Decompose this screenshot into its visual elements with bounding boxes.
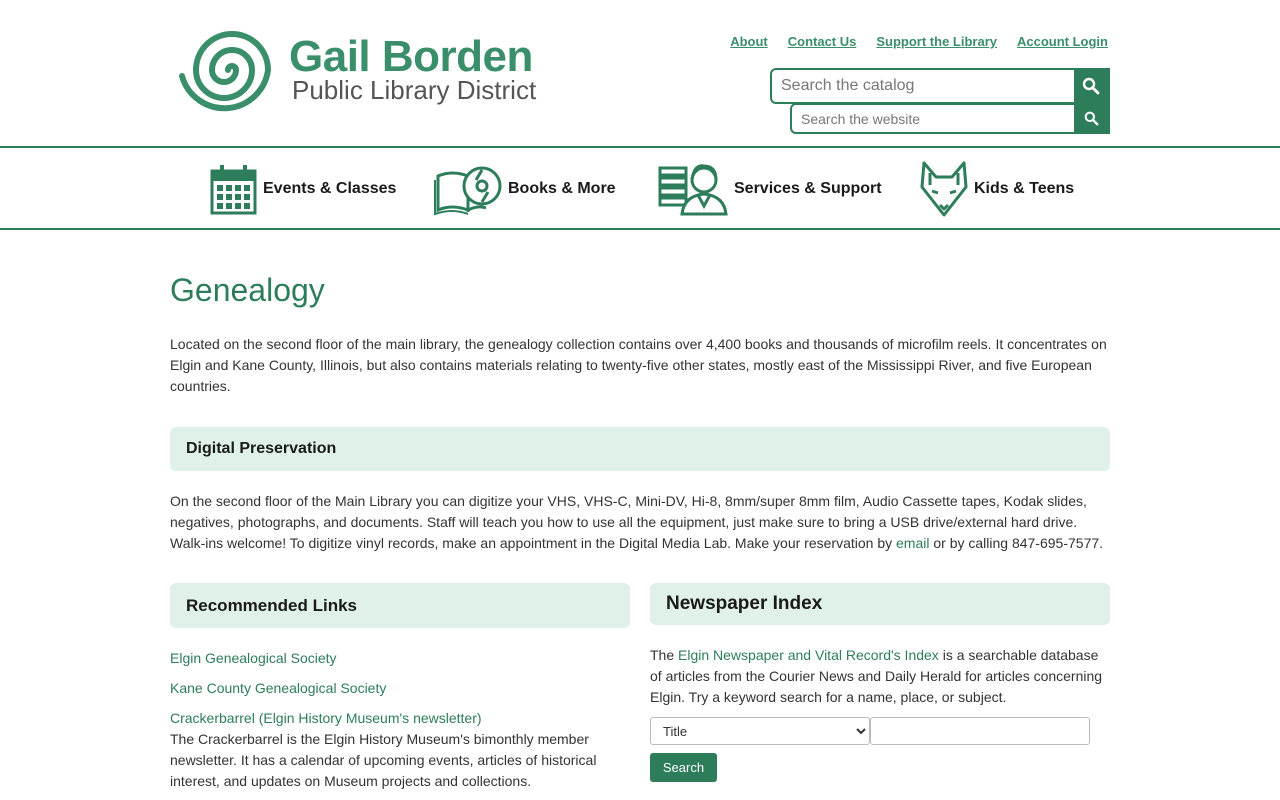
book-disc-icon (434, 162, 502, 216)
newspaper-search-input[interactable] (870, 717, 1090, 745)
digital-preservation-header (170, 427, 1110, 471)
newspaper-index-header (650, 583, 1110, 625)
ni-text: The (650, 647, 679, 663)
website-search-input[interactable] (792, 105, 1074, 132)
library-subtitle: Public Library District (292, 75, 537, 105)
catalog-search-button[interactable] (1074, 70, 1108, 102)
fox-icon (920, 161, 968, 217)
calendar-icon (210, 163, 257, 215)
dp-text: On the second floor of the Main Library you can digitize your VHS, VHS-C, Mini-DV, Hi-8, 8mm/super 8mm film, Audio Cassette tapes, Kodak slides, negatives, photographs, and documents. Staff will teach you how to use all the equipment, just make sure to bring a USB drive/external hard drive. Walk-ins welcome! To digitize vinyl records, make an appointment in the Digital Media Lab. Make your reservation by (170, 493, 1087, 551)
contact-us-link[interactable]: Contact Us (787, 34, 857, 49)
nav-label: Services & Support (734, 180, 882, 197)
nav-books-more[interactable] (434, 160, 616, 218)
librarian-icon (658, 162, 728, 216)
catalog-search-input[interactable] (772, 70, 1074, 102)
newspaper-search-button[interactable]: Search (650, 753, 717, 782)
dp-text-after: or by calling 847-695-7577. (929, 535, 1104, 551)
newspaper-index-heading: Newspaper Index (666, 593, 823, 614)
ni-text-after: is a searchable database of articles from the Courier News and Daily Herald for articles concerning Elgin. Try a keyword search for a name, place, or subject. (650, 647, 1103, 705)
nav-events-classes[interactable] (210, 160, 396, 218)
digital-preservation-paragraph (170, 491, 1110, 554)
spiral-logo-icon (176, 22, 280, 118)
crackerbarrel-description: The Crackerbarrel is the Elgin History Museum's bimonthly member newsletter. It has a calendar of upcoming events, articles of historical interest, and updates on Museum projects and collections. (170, 731, 597, 789)
newspaper-index-link[interactable]: Elgin Newspaper and Vital Record's Index (678, 647, 939, 663)
about-link[interactable]: About (730, 34, 768, 49)
site-header (0, 0, 1280, 146)
nav-label: Events & Classes (263, 180, 397, 197)
recommended-links-heading: Recommended Links (186, 596, 357, 615)
nav-label: Books & More (508, 180, 616, 197)
website-search-button[interactable] (1074, 105, 1108, 132)
account-login-link[interactable]: Account Login (1017, 34, 1108, 49)
page-title: Genealogy (170, 272, 325, 308)
library-name: Gail Borden (289, 32, 533, 81)
crackerbarrel-link[interactable]: Crackerbarrel (Elgin History Museum's newsletter) (170, 710, 482, 726)
nav-services-support[interactable] (658, 160, 882, 218)
search-icon (1082, 77, 1100, 95)
catalog-search (770, 68, 1110, 104)
digital-preservation-heading: Digital Preservation (186, 440, 337, 457)
elgin-genealogical-society-link[interactable]: Elgin Genealogical Society (170, 650, 337, 666)
search-icon (1084, 111, 1099, 126)
library-logo[interactable] (176, 22, 556, 118)
intro-paragraph: Located on the second floor of the main library, the genealogy collection contains over 4,400 books and thousands of microfilm reels. It concentrates on Elgin and Kane County, Illinois, but also contains materials relating to twenty-five other states, mostly east of the Mississippi River, and five European countries. (170, 336, 1107, 394)
nav-kids-teens[interactable] (920, 160, 1074, 218)
email-link[interactable]: email (896, 535, 930, 551)
nav-label: Kids & Teens (974, 180, 1075, 197)
website-search (790, 103, 1110, 134)
search-field-select[interactable] (650, 717, 870, 745)
recommended-links-header (170, 583, 630, 628)
support-library-link[interactable]: Support the Library (876, 34, 997, 49)
newspaper-index-paragraph (650, 645, 1110, 708)
utility-nav (730, 34, 1108, 49)
kane-county-genealogical-society-link[interactable]: Kane County Genealogical Society (170, 680, 387, 696)
main-nav (0, 146, 1280, 230)
